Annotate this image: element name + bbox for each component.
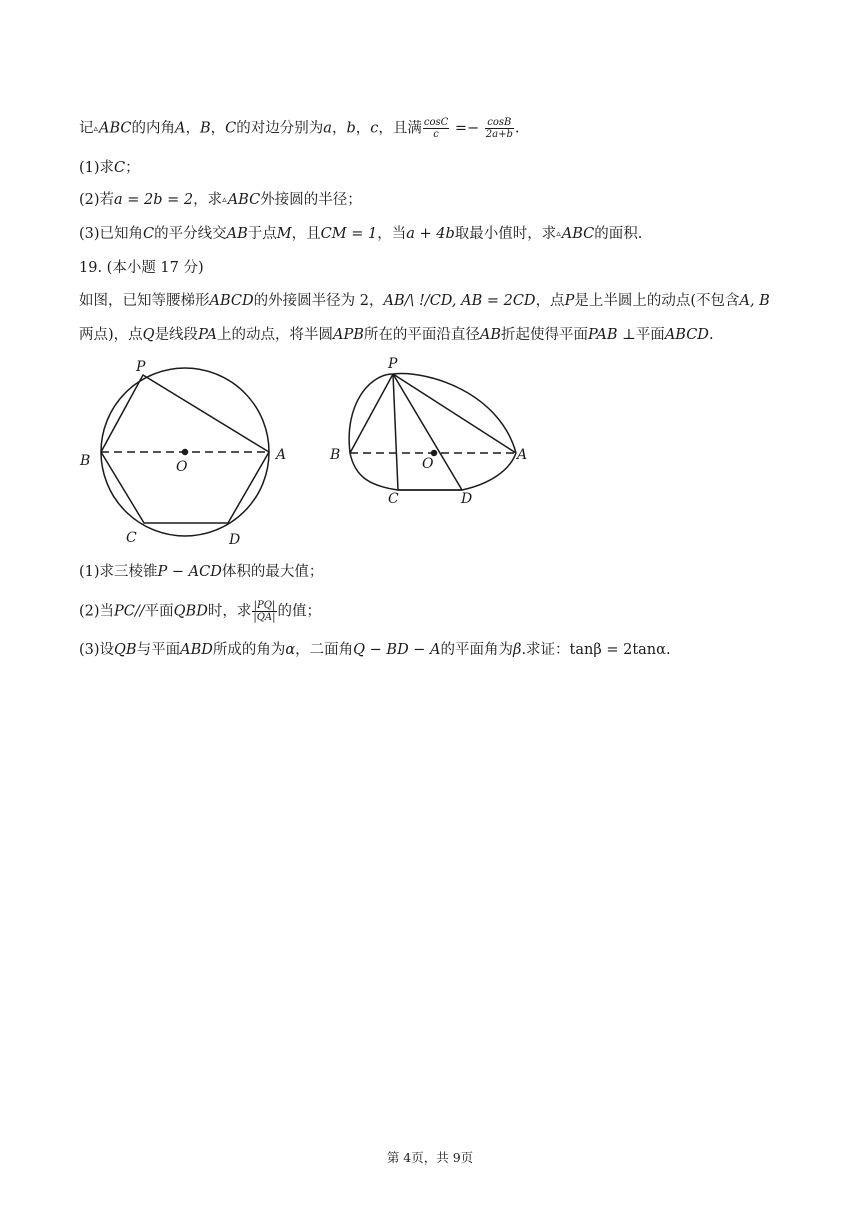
text: 折起使得平面 xyxy=(501,327,588,343)
math-var: Q xyxy=(142,327,155,343)
equals: =− xyxy=(450,120,484,137)
text: 平面 xyxy=(635,327,665,343)
page-footer: 第 4页，共 9页 xyxy=(386,1150,474,1165)
left-figure xyxy=(101,368,269,536)
segment-PC xyxy=(393,374,398,490)
text: 所在的平面沿直径 xyxy=(363,327,480,343)
label-A: A xyxy=(517,447,528,463)
text: ，求 xyxy=(193,192,223,208)
math-var: APB xyxy=(332,327,364,343)
label-C: C xyxy=(388,491,399,507)
text: ，且 xyxy=(291,226,321,242)
text: 的值； xyxy=(277,603,322,620)
math-expr: Q − BD − A xyxy=(353,642,441,658)
numerator: cosC xyxy=(423,117,449,128)
math-var: β xyxy=(513,642,522,658)
q19-sub2 xyxy=(79,600,321,623)
text: (2)当 xyxy=(79,603,115,620)
math-var: PAB xyxy=(588,327,618,343)
math-expr: a + 4b xyxy=(406,226,455,242)
text: 的平分线交 xyxy=(154,226,227,242)
label-C: C xyxy=(126,530,137,546)
text: 是上半圆上的动点(不包含 xyxy=(574,293,740,309)
text: .求证： xyxy=(521,642,570,658)
text: 取最小值时，求 xyxy=(454,226,557,242)
math-var: PA xyxy=(198,327,217,343)
fraction-cosB xyxy=(485,117,514,140)
math-var: ABD xyxy=(180,642,213,658)
text: ， xyxy=(331,120,347,137)
triangle-symbol: ▵ xyxy=(93,123,99,134)
q19-stem-line2 xyxy=(79,325,714,345)
text: (2)若 xyxy=(79,192,115,208)
denominator: c xyxy=(433,129,439,140)
text: 的外接圆半径为 2， xyxy=(253,293,384,309)
text: ，当 xyxy=(377,226,407,242)
label-P: P xyxy=(136,359,146,375)
label-B: B xyxy=(330,447,341,463)
text: (1)求 xyxy=(79,160,115,176)
text: ，二面角 xyxy=(295,642,354,658)
math-var: AB xyxy=(479,327,501,343)
label-P: P xyxy=(388,356,398,372)
q19-sub1 xyxy=(79,562,323,582)
math-var: ABC xyxy=(561,226,595,242)
math-var: ABCD xyxy=(209,293,254,309)
math-var: QB xyxy=(114,642,137,658)
math-expr: AB/\ !/CD, AB = 2CD xyxy=(383,293,536,309)
text: 的平面角为 xyxy=(440,642,514,658)
math-var: P xyxy=(564,293,575,309)
math-var: A xyxy=(175,120,186,137)
text: 记 xyxy=(79,120,94,137)
q18-stem xyxy=(79,117,520,140)
text: 的内角 xyxy=(131,120,176,137)
math-expr: tanβ = 2tanα xyxy=(569,642,666,658)
text: 平面 xyxy=(144,603,174,620)
math-expr: A, B xyxy=(739,293,770,309)
segment-PD xyxy=(393,374,462,490)
text: ， xyxy=(185,120,201,137)
label-D: D xyxy=(461,491,473,507)
math-var: α xyxy=(285,642,296,658)
text: (3)已知角 xyxy=(79,226,144,242)
math-var: a xyxy=(323,120,332,137)
text: 外接圆的半径； xyxy=(260,192,362,208)
math-var: C xyxy=(143,226,155,242)
label-D: D xyxy=(229,532,241,548)
math-var: ABCD xyxy=(664,327,709,343)
text: ，点 xyxy=(535,293,565,309)
math-var: QBD xyxy=(173,603,208,620)
math-var: C xyxy=(225,120,237,137)
math-var: c xyxy=(370,120,379,137)
text: 所成的角为 xyxy=(212,642,286,658)
label-O: O xyxy=(176,459,188,475)
triangle-PAB xyxy=(101,375,269,452)
text: ， xyxy=(210,120,226,137)
text: 的面积. xyxy=(594,226,643,242)
math-var: C xyxy=(114,160,126,176)
text: (1)求三棱锥 xyxy=(79,564,158,580)
text: 两点)，点 xyxy=(79,327,143,343)
perp-symbol: ⊥ xyxy=(617,327,636,343)
q19-stem-line1 xyxy=(79,291,770,311)
math-var: B xyxy=(200,120,211,137)
text: ； xyxy=(125,160,140,176)
text: (3)设 xyxy=(79,642,115,658)
text: . xyxy=(665,642,671,658)
label-A: A xyxy=(276,447,287,463)
q18-sub2 xyxy=(79,190,362,210)
label-O: O xyxy=(422,456,434,472)
q19-sub3 xyxy=(79,640,671,660)
math-expr: P − ACD xyxy=(157,564,222,580)
q18-sub1 xyxy=(79,158,140,178)
text: 的对边分别为 xyxy=(236,120,324,137)
q18-sub3 xyxy=(79,224,642,244)
numerator: cosB xyxy=(485,117,514,129)
numerator: |PQ| xyxy=(253,600,276,611)
q19-heading: 19. (本小题 17 分) xyxy=(79,260,204,276)
text: 与平面 xyxy=(136,642,181,658)
denominator: |QA| xyxy=(253,612,276,623)
fraction-cosC-over-c xyxy=(423,117,449,140)
math-expr: CM = 1 xyxy=(320,226,378,242)
text: 于点 xyxy=(247,226,277,242)
text: 体积的最大值； xyxy=(221,564,324,580)
text: ， xyxy=(355,120,371,137)
text: ，且满 xyxy=(378,120,422,137)
text: . xyxy=(708,327,714,343)
text: 如图，已知等腰梯形 xyxy=(79,293,210,309)
right-figure xyxy=(349,374,516,490)
math-var: AB xyxy=(226,226,248,242)
text: 上的动点，将半圆 xyxy=(216,327,333,343)
text: 是线段 xyxy=(154,327,199,343)
text: . xyxy=(514,120,520,137)
math-var: b xyxy=(346,120,356,137)
center-dot xyxy=(432,451,437,456)
triangle-symbol: ▵ xyxy=(222,195,227,205)
segment-PB xyxy=(350,374,393,453)
math-expr: a = 2b = 2 xyxy=(114,192,194,208)
label-B: B xyxy=(80,453,91,469)
math-expr: PC// xyxy=(114,603,145,620)
math-var: ABC xyxy=(99,120,132,137)
text: 时，求 xyxy=(207,603,252,620)
math-var: ABC xyxy=(227,192,261,208)
math-var: M xyxy=(276,226,292,242)
denominator: 2a+b xyxy=(485,129,513,140)
triangle-symbol: ▵ xyxy=(556,229,561,239)
center-dot xyxy=(183,450,188,455)
geometry-figure xyxy=(70,352,540,552)
fraction-PQ-over-QA xyxy=(252,600,276,623)
